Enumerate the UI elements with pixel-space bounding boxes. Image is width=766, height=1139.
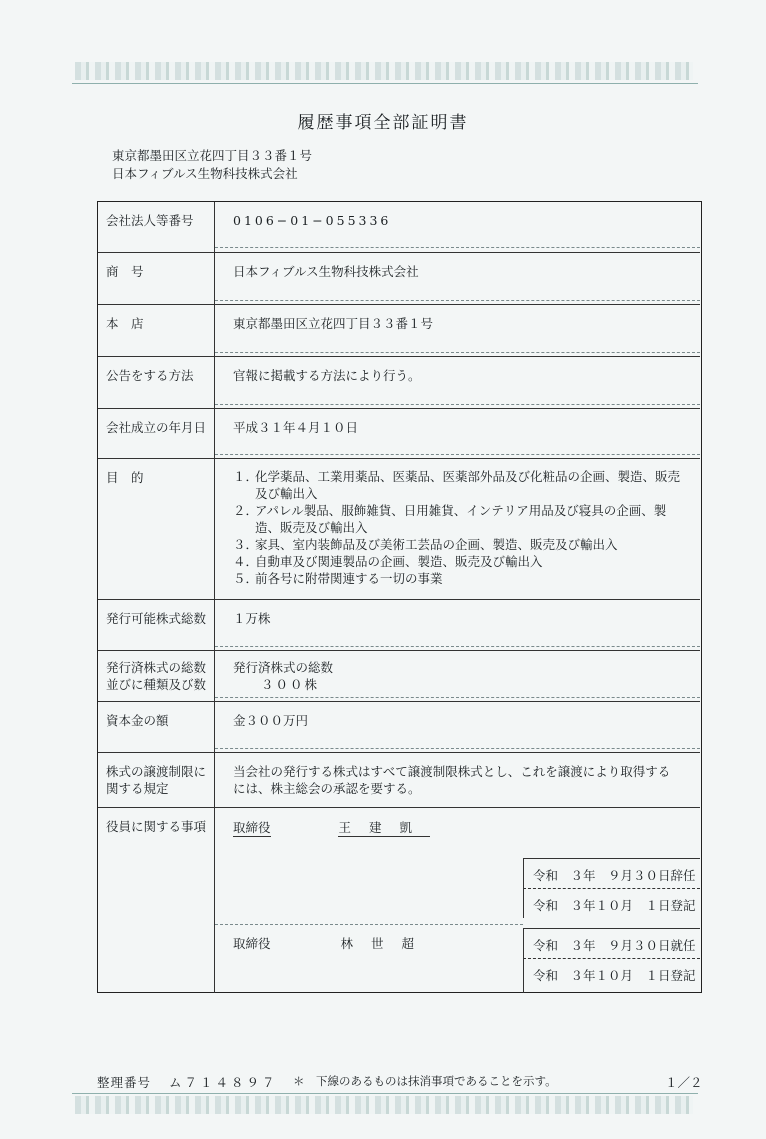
purpose-item-text: 家具、室内装飾品及び美術工芸品の企画、製造、販売及び輸出入 [255, 537, 618, 552]
purpose-item-number: ４． [233, 554, 259, 569]
capital-label: 資本金の額 [98, 702, 215, 753]
authorized-shares-label: 発行可能株式総数 [98, 600, 215, 651]
dotted-rule [215, 454, 700, 455]
row-capital [98, 701, 700, 753]
dotted-rule [215, 646, 700, 647]
purpose-item-text: 自動車及び関連製品の企画、製造、販売及び輸出入 [255, 554, 543, 569]
row-trade-name [98, 252, 700, 305]
dotted-rule [215, 247, 700, 248]
issued-shares-value [215, 651, 700, 702]
bottom-rule [72, 1093, 698, 1094]
capital-value: 金３００万円 [233, 713, 309, 728]
dotted-rule [215, 404, 700, 405]
officer-1-registration-date: 令和 ３年１０月 １日登記 [523, 888, 700, 918]
row-corp-number [98, 202, 700, 252]
issued-shares-label-line2: 並びに種類及び数 [106, 677, 207, 692]
corp-number-label: 会社法人等番号 [98, 202, 215, 252]
row-authorized-shares [98, 599, 700, 651]
purpose-label: 目 的 [98, 459, 215, 600]
purpose-item [233, 502, 700, 536]
purpose-list [233, 468, 700, 587]
transfer-restriction-value [215, 753, 700, 808]
purpose-item-number: １． [233, 469, 259, 484]
officer-title: 取締役 [233, 936, 271, 951]
purpose-item-text: 前各号に附帯関連する一切の事業 [255, 571, 443, 586]
footer-note: ＊ 下線のあるものは抹消事項であることを示す。 [293, 1074, 557, 1088]
established-value: 平成３１年４月１０日 [233, 420, 359, 435]
page-number: １／２ [665, 1075, 703, 1090]
officer-name: 王建凱 [338, 820, 430, 835]
officer-title: 取締役 [233, 820, 271, 835]
transfer-restriction-label-line2: 関する規定 [106, 781, 169, 796]
row-established [98, 408, 700, 459]
header-address: 東京都墨田区立花四丁目３３番１号 [112, 148, 313, 163]
issued-shares-value-line1: 発行済株式の総数 [233, 660, 334, 675]
transfer-restriction-label [98, 753, 215, 808]
notice-method-label: 公告をする方法 [98, 357, 215, 409]
document-title: 履歴事項全部証明書 [297, 113, 469, 133]
security-band-bottom [75, 1096, 693, 1114]
row-notice-method [98, 356, 700, 409]
issued-shares-value-line2: ３００株 [261, 677, 320, 692]
purpose-item-number: ５． [233, 571, 259, 586]
issued-shares-label [98, 651, 215, 702]
footer-serial [97, 1073, 278, 1091]
dotted-rule [215, 748, 700, 749]
row-purpose [98, 458, 700, 600]
row-issued-shares [98, 650, 700, 702]
row-transfer-restriction [98, 752, 700, 808]
row-head-office [98, 304, 700, 357]
purpose-value [215, 459, 700, 600]
dotted-rule [215, 352, 700, 353]
top-rule [72, 83, 698, 84]
purpose-item [233, 536, 700, 553]
purpose-item [233, 553, 700, 570]
head-office-value: 東京都墨田区立花四丁目３３番１号 [233, 316, 434, 331]
officer-2-registration-date: 令和 ３年１０月 １日登記 [523, 958, 700, 993]
corp-number-value: 0106−01−055336 [233, 213, 392, 228]
purpose-item-number: ２． [233, 503, 259, 518]
serial-label: 整理番号 [97, 1075, 152, 1090]
officer-name: 林世超 [340, 936, 432, 951]
officer-2-appoint-date: 令和 ３年 ９月３０日就任 [523, 928, 700, 958]
officer-entry-1 [233, 818, 430, 836]
transfer-restriction-value-line2: には、株主総会の承認を要する。 [233, 781, 421, 796]
established-label: 会社成立の年月日 [98, 409, 215, 459]
trade-name-label: 商 号 [98, 253, 215, 305]
purpose-item [233, 570, 700, 587]
transfer-restriction-value-line1: 当会社の発行する株式はすべて譲渡制限株式とし、これを譲渡により取得する [233, 764, 671, 779]
officer-entry-2 [233, 934, 432, 952]
dotted-rule [215, 697, 700, 698]
officer-divider [215, 924, 523, 925]
purpose-item-number: ３． [233, 537, 259, 552]
purpose-item-text: アパレル製品、服飾雑貨、日用雑貨、インテリア用品及び寝具の企画、製造、販売及び輸出入 [255, 503, 667, 535]
row-officers [98, 807, 700, 993]
transfer-restriction-label-line1: 株式の譲渡制限に [106, 764, 207, 779]
notice-method-value: 官報に掲載する方法により行う。 [233, 368, 421, 383]
registry-table [97, 201, 702, 993]
head-office-label: 本 店 [98, 305, 215, 357]
header-company-name: 日本フィブルス生物科技株式会社 [112, 166, 298, 181]
authorized-shares-value: １万株 [233, 611, 271, 626]
dotted-rule [215, 300, 700, 301]
issued-shares-label-line1: 発行済株式の総数 [106, 660, 207, 675]
security-band-top [75, 62, 693, 80]
purpose-item [233, 468, 700, 502]
purpose-item-text: 化学薬品、工業用薬品、医薬品、医薬部外品及び化粧品の企画、製造、販売及び輸出入 [255, 469, 681, 501]
officers-label: 役員に関する事項 [98, 808, 215, 993]
trade-name-value: 日本フィブルス生物科技株式会社 [233, 264, 419, 279]
serial-number: ム７１４８９７ [168, 1075, 278, 1090]
officer-1-resign-date: 令和 ３年 ９月３０日辞任 [523, 858, 700, 888]
